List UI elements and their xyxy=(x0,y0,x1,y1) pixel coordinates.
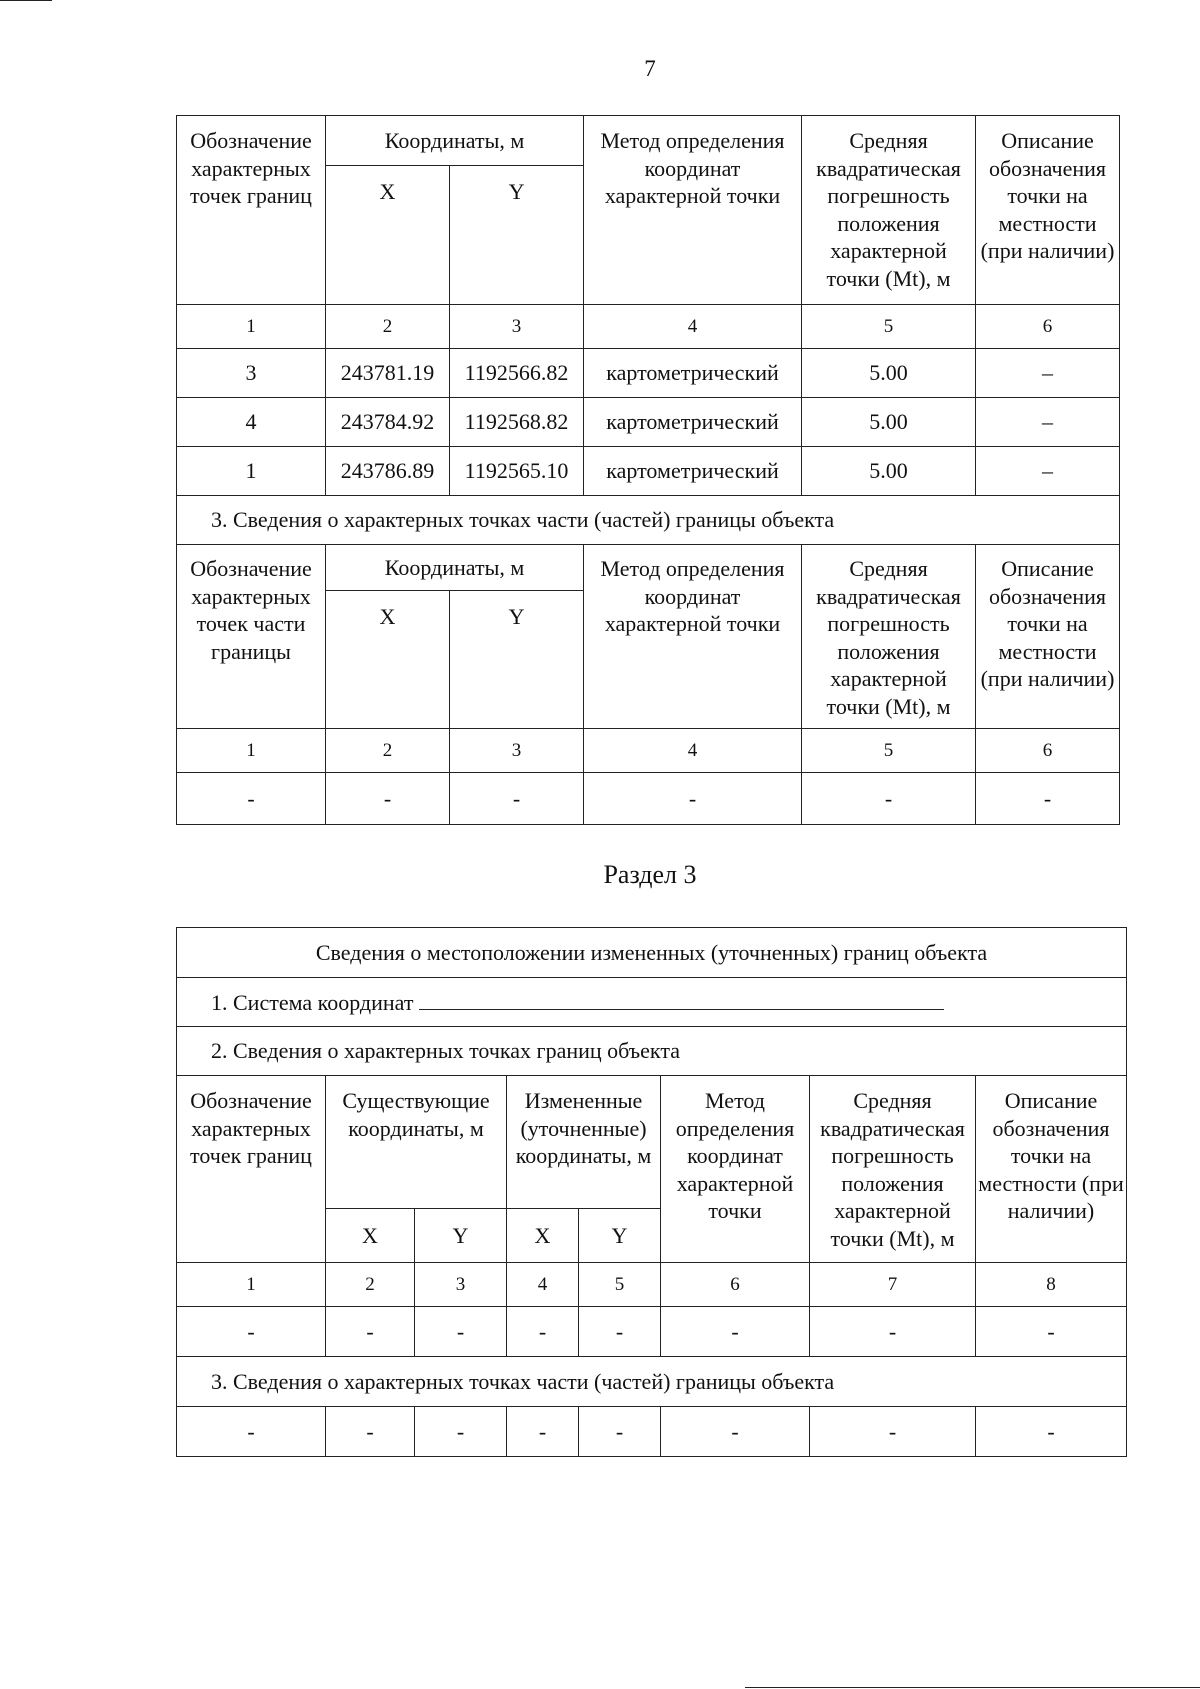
cell: - xyxy=(661,1407,810,1457)
cell: - xyxy=(326,1307,415,1357)
col-number: 1 xyxy=(177,1263,326,1307)
cell: - xyxy=(810,1407,976,1457)
cell: картометрический xyxy=(584,398,802,447)
header-description: Описание обозначения точки на местности (при наличии) xyxy=(976,1076,1127,1263)
header-x: X xyxy=(326,166,450,305)
cell: картометрический xyxy=(584,349,802,398)
cell: 1192565.10 xyxy=(450,447,584,496)
col-number: 6 xyxy=(661,1263,810,1307)
cell: - xyxy=(326,1407,415,1457)
cell: – xyxy=(976,398,1120,447)
col-number: 4 xyxy=(507,1263,579,1307)
cell: - xyxy=(976,1407,1127,1457)
scan-border-top-left xyxy=(0,0,52,1)
cell: 243784.92 xyxy=(326,398,450,447)
cell: - xyxy=(802,773,976,825)
cell: 3 xyxy=(177,349,326,398)
page-number: 7 xyxy=(644,56,656,81)
header-existing: Существующие координаты, м xyxy=(326,1076,507,1209)
header-x: X xyxy=(326,591,450,729)
col-number: 2 xyxy=(326,305,450,349)
cell: - xyxy=(177,1307,326,1357)
col-number: 2 xyxy=(326,729,450,773)
col-number: 5 xyxy=(802,305,976,349)
header-description: Описание обозначения точки на местности (при наличии) xyxy=(976,545,1120,729)
parts-title: 3. Сведения о характерных точках части (частей) границы объекта xyxy=(177,1357,1127,1407)
cell: 243786.89 xyxy=(326,447,450,496)
changed-boundaries-table xyxy=(176,927,1127,1457)
header-y: Y xyxy=(415,1209,507,1263)
col-number: 8 xyxy=(976,1263,1127,1307)
header-x: X xyxy=(326,1209,415,1263)
col-number: 7 xyxy=(810,1263,976,1307)
col-number: 4 xyxy=(584,305,802,349)
cell: - xyxy=(507,1307,579,1357)
col-number: 6 xyxy=(976,729,1120,773)
header-designation-part: Обозначение характерных точек части границы xyxy=(177,545,326,729)
col-number: 3 xyxy=(415,1263,507,1307)
col-number: 5 xyxy=(802,729,976,773)
cell: 5.00 xyxy=(802,349,976,398)
coord-system-label: 1. Система координат xyxy=(211,990,414,1016)
header-method: Метод определения координат характерной точки xyxy=(584,545,802,729)
col-number: 3 xyxy=(450,729,584,773)
table-row xyxy=(177,447,1120,496)
cell: – xyxy=(976,447,1120,496)
header-x: X xyxy=(507,1209,579,1263)
table-row xyxy=(177,1307,1127,1357)
header-designation: Обозначение характерных точек границ xyxy=(177,116,326,305)
header-error: Средняя квадратическая погрешность положения характерной точки (Mt), м xyxy=(802,116,976,305)
col-number: 5 xyxy=(579,1263,661,1307)
table-row xyxy=(177,398,1120,447)
col-number: 4 xyxy=(584,729,802,773)
col-number: 3 xyxy=(450,305,584,349)
col-number: 6 xyxy=(976,305,1120,349)
cell: - xyxy=(579,1407,661,1457)
cell: - xyxy=(584,773,802,825)
header-error: Средняя квадратическая погрешность положения характерной точки (Mt), м xyxy=(802,545,976,729)
scan-border-bottom-right xyxy=(745,1687,1200,1688)
col-number: 2 xyxy=(326,1263,415,1307)
header-coordinates: Координаты, м xyxy=(326,116,584,166)
table-row xyxy=(177,773,1120,825)
coord-system-field[interactable] xyxy=(419,987,944,1010)
header-y: Y xyxy=(450,591,584,729)
cell: 243781.19 xyxy=(326,349,450,398)
cell: 4 xyxy=(177,398,326,447)
header-description: Описание обозначения точки на местности (при наличии) xyxy=(976,116,1120,305)
cell: - xyxy=(579,1307,661,1357)
cell: 5.00 xyxy=(802,398,976,447)
header-coordinates: Координаты, м xyxy=(326,545,584,591)
header-y: Y xyxy=(579,1209,661,1263)
cell: - xyxy=(507,1407,579,1457)
header-method: Метод определения координат характерной точки xyxy=(661,1076,810,1263)
table-row xyxy=(177,349,1120,398)
cell: - xyxy=(415,1307,507,1357)
cell: - xyxy=(661,1307,810,1357)
cell: – xyxy=(976,349,1120,398)
cell: - xyxy=(810,1307,976,1357)
cell: - xyxy=(177,1407,326,1457)
cell: 1 xyxy=(177,447,326,496)
cell: - xyxy=(326,773,450,825)
cell: 5.00 xyxy=(802,447,976,496)
cell: - xyxy=(976,1307,1127,1357)
header-changed: Измененные (уточненные) координаты, м xyxy=(507,1076,661,1209)
cell: - xyxy=(976,773,1120,825)
table-row xyxy=(177,1407,1127,1457)
cell: 1192566.82 xyxy=(450,349,584,398)
cell: - xyxy=(450,773,584,825)
points-title: 2. Сведения о характерных точках границ объекта xyxy=(177,1027,1127,1076)
table-title: Сведения о местоположении измененных (уточненных) границ объекта xyxy=(177,928,1127,978)
header-designation: Обозначение характерных точек границ xyxy=(177,1076,326,1263)
cell: - xyxy=(415,1407,507,1457)
col-number: 1 xyxy=(177,305,326,349)
cell: 1192568.82 xyxy=(450,398,584,447)
col-number: 1 xyxy=(177,729,326,773)
boundary-points-table xyxy=(176,115,1120,825)
cell: - xyxy=(177,773,326,825)
header-method: Метод определения координат характерной точки xyxy=(584,116,802,305)
header-error: Средняя квадратическая погрешность положения характерной точки (Mt), м xyxy=(810,1076,976,1263)
header-y: Y xyxy=(450,166,584,305)
coord-system-row xyxy=(177,978,1127,1027)
cell: картометрический xyxy=(584,447,802,496)
section-title: Раздел 3 xyxy=(603,860,697,889)
subsection-title: 3. Сведения о характерных точках части (частей) границы объекта xyxy=(177,496,1120,545)
